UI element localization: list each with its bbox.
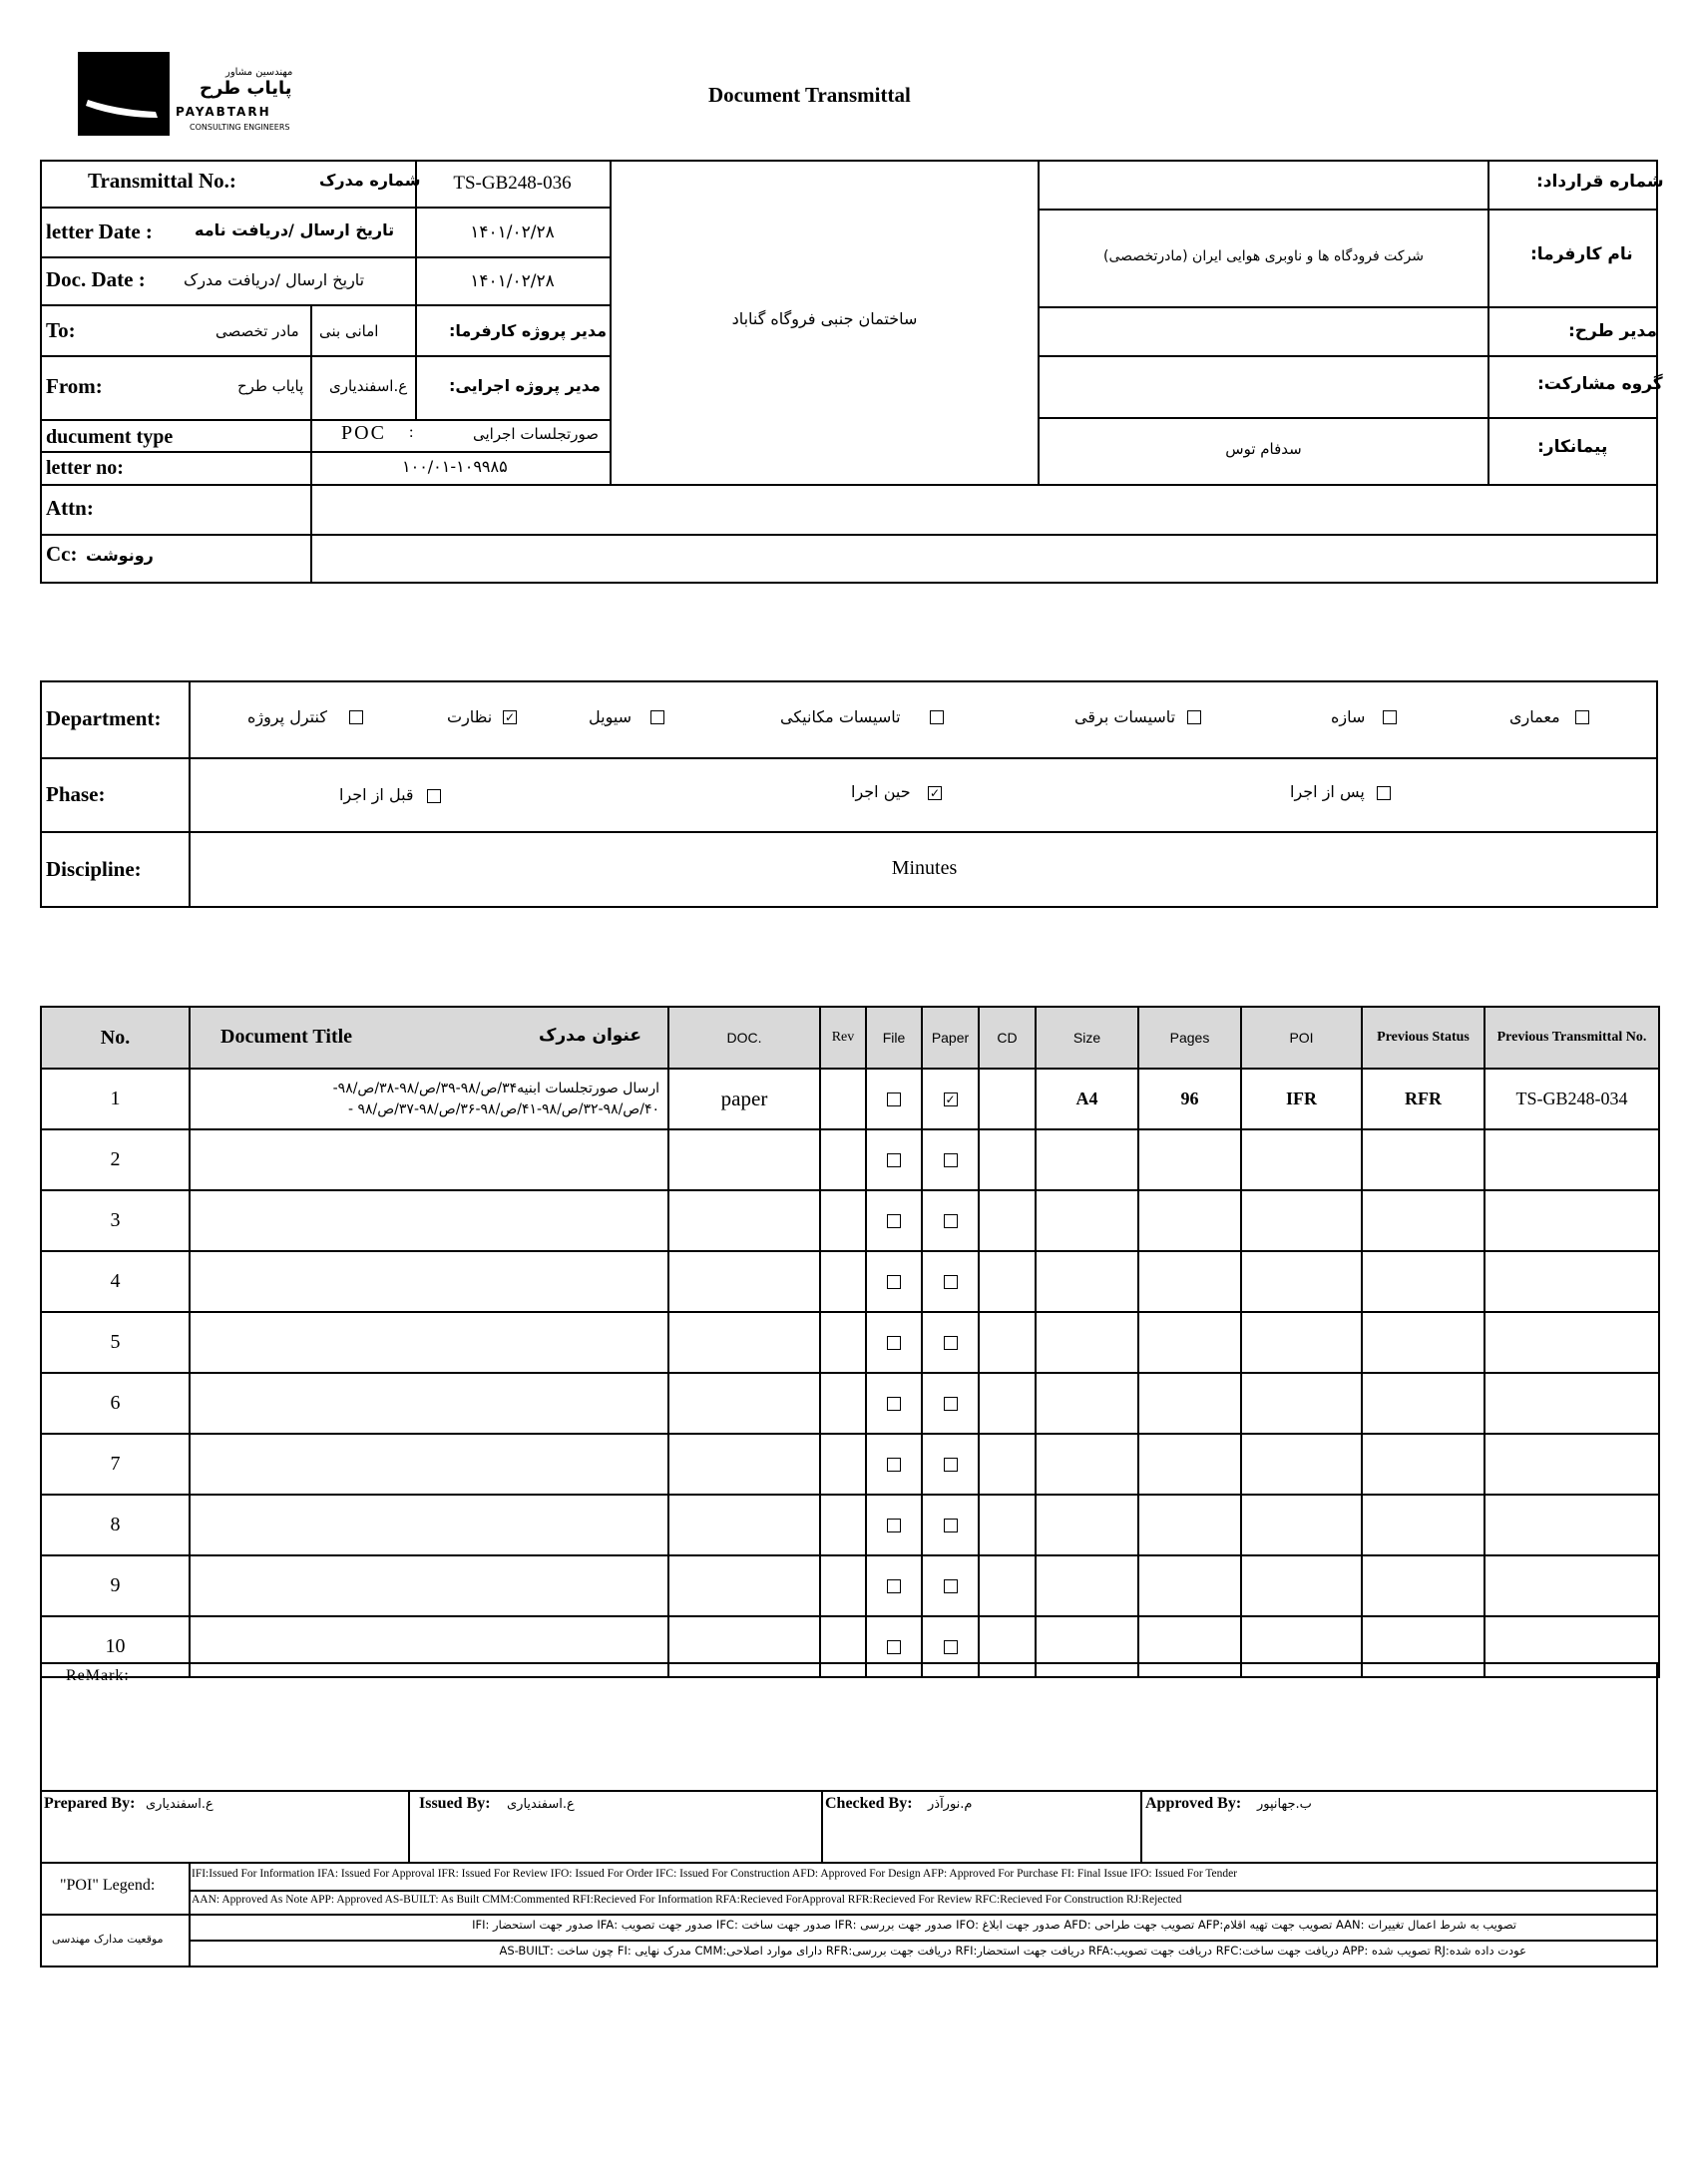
dept-electrical-label: تاسیسات برقی: [1074, 707, 1176, 726]
table-row: [41, 1069, 1659, 1129]
row-prev-transmittal: [1484, 1373, 1659, 1434]
letter-date-fa-label: تاریخ ارسال /دریافت نامه: [195, 220, 395, 239]
dept-supervision-checkbox[interactable]: ✓: [504, 710, 516, 724]
doc-type-colon: :: [409, 424, 414, 441]
row-cd: [979, 1434, 1036, 1495]
row-pages: [1138, 1434, 1241, 1495]
col-no: No.: [41, 1007, 190, 1069]
row-no: 9: [41, 1555, 190, 1616]
logo-mark-icon: [78, 52, 170, 136]
col-pages: Pages: [1138, 1007, 1241, 1069]
file-checkbox[interactable]: [887, 1214, 901, 1228]
from-label: From:: [46, 374, 103, 398]
logo-en-name: PAYABTARH: [176, 105, 271, 119]
paper-checkbox[interactable]: ✓: [945, 1092, 956, 1107]
row-title: [190, 1434, 668, 1495]
row-rev: [820, 1069, 866, 1129]
phase-before-label: قبل از اجرا: [339, 785, 414, 804]
paper-checkbox[interactable]: [944, 1640, 958, 1654]
row-no: 2: [41, 1129, 190, 1190]
row-prev-status: RFR: [1362, 1069, 1484, 1129]
row-title: [190, 1495, 668, 1555]
discipline-value: Minutes: [891, 857, 958, 879]
attn-label: Attn:: [46, 496, 94, 520]
row-paper: [922, 1069, 979, 1129]
company-logo: [78, 52, 307, 142]
cc-label: Cc:: [46, 542, 78, 566]
letter-no-label: letter no:: [46, 457, 124, 479]
row-title: [190, 1312, 668, 1373]
paper-checkbox[interactable]: [944, 1153, 958, 1167]
row-doc: [668, 1495, 820, 1555]
row-file: [866, 1129, 922, 1190]
row-poi: [1241, 1190, 1362, 1251]
row-paper: [922, 1555, 979, 1616]
approved-by-label: Approved By:: [1145, 1795, 1242, 1812]
row-prev-transmittal: [1484, 1190, 1659, 1251]
to-label: To:: [46, 318, 76, 342]
status-legend-line2: عودت داده شده:RJ تصویب شده :APP دریافت جهت ساخت:RFC دریافت جهت تصویب:RFA دریافت جهت استحضار:RFI دریافت جهت بررسی:RFR دارای موارد اصلاحی:CMM مدرک نهایی :FI چون ساخت :AS-BUILT: [499, 1944, 1526, 1958]
contractor-value: سدفام توس: [1225, 440, 1302, 458]
row-cd: [979, 1555, 1036, 1616]
row-pages: [1138, 1190, 1241, 1251]
row-file: [866, 1251, 922, 1312]
row-no: 8: [41, 1495, 190, 1555]
row-file: [866, 1495, 922, 1555]
paper-checkbox[interactable]: [944, 1336, 958, 1350]
col-poi: POI: [1241, 1007, 1362, 1069]
row-cd: [979, 1373, 1036, 1434]
row-size: [1036, 1555, 1138, 1616]
row-prev-status: [1362, 1373, 1484, 1434]
project-name: ساختمان جنبی فروگاه گناباد: [731, 309, 918, 329]
client-pm-label: مدیر پروژه کارفرما:: [449, 321, 608, 340]
checked-by-value: م.نورآذر: [928, 1797, 973, 1812]
row-prev-transmittal: [1484, 1434, 1659, 1495]
row-paper: [922, 1190, 979, 1251]
row-prev-status: [1362, 1312, 1484, 1373]
issued-by-label: Issued By:: [419, 1795, 491, 1812]
row-title: [190, 1129, 668, 1190]
transmittal-no-value: TS-GB248-036: [453, 173, 572, 195]
phase-during-checkbox[interactable]: ✓: [929, 786, 941, 800]
logo-fa-name: پایاب طرح: [200, 78, 292, 99]
dept-architecture-label: معماری: [1509, 707, 1560, 726]
row-prev-status: [1362, 1495, 1484, 1555]
paper-checkbox[interactable]: [944, 1214, 958, 1228]
row-cd: [979, 1312, 1036, 1373]
dept-supervision-label: نظارت: [447, 707, 493, 726]
table-row: [41, 1251, 1659, 1312]
row-paper: [922, 1251, 979, 1312]
row-prev-transmittal: [1484, 1495, 1659, 1555]
poi-legend-line2: AAN: Approved As Note APP: Approved AS-BUILT: As Built CMM:Commented RFI:Recieved For Information RFA:Recieved ForApproval RFR:Recieved For Review RFC:Recieved For Construction RJ:Rejected: [192, 1894, 1182, 1906]
row-size: [1036, 1251, 1138, 1312]
table-row: [41, 1555, 1659, 1616]
dept-civil-label: سیویل: [589, 707, 633, 726]
row-poi: [1241, 1251, 1362, 1312]
row-cd: [979, 1251, 1036, 1312]
row-file: [866, 1069, 922, 1129]
discipline-label: Discipline:: [46, 857, 142, 881]
col-doc: DOC.: [668, 1007, 820, 1069]
row-poi: [1241, 1555, 1362, 1616]
row-rev: [820, 1434, 866, 1495]
row-cd: [979, 1190, 1036, 1251]
issued-by-value: ع.اسفندیاری: [507, 1797, 575, 1812]
phase-after-checkbox[interactable]: [1377, 786, 1391, 800]
row-title: [190, 1251, 668, 1312]
row-prev-status: [1362, 1555, 1484, 1616]
row-poi: [1241, 1129, 1362, 1190]
row-cd: [979, 1129, 1036, 1190]
row-poi: [1241, 1373, 1362, 1434]
row-prev-transmittal: [1484, 1555, 1659, 1616]
table-row: [41, 1495, 1659, 1555]
file-checkbox[interactable]: [887, 1458, 901, 1472]
file-checkbox[interactable]: [887, 1579, 901, 1593]
row-poi: IFR: [1241, 1069, 1362, 1129]
row-rev: [820, 1555, 866, 1616]
design-manager-label: مدیر طرح:: [1568, 321, 1657, 341]
row-cd: [979, 1069, 1036, 1129]
dept-mechanical-checkbox[interactable]: [930, 710, 944, 724]
file-checkbox[interactable]: [887, 1336, 901, 1350]
row-paper: [922, 1495, 979, 1555]
row-doc: [668, 1129, 820, 1190]
row-no: 7: [41, 1434, 190, 1495]
paper-checkbox[interactable]: [944, 1579, 958, 1593]
to-org: مادر تخصصی: [215, 322, 299, 340]
col-document-title-fa: عنوان مدرک: [538, 1026, 641, 1046]
row-no: 4: [41, 1251, 190, 1312]
status-legend-line1: تصویب به شرط اعمال تغییرات :AAN تصویب جهت تهیه اقلام:AFP تصویب جهت طراحی :AFD صدور جهت ابلاغ :IFO صدور جهت بررسی :IFR صدور جهت ساخت :IFC صدور جهت تصویب :IFA صدور جهت استحضار :IFI: [472, 1918, 1516, 1932]
dept-civil-checkbox[interactable]: [650, 710, 664, 724]
row-pages: [1138, 1555, 1241, 1616]
row-rev: [820, 1251, 866, 1312]
dept-structure-checkbox[interactable]: [1383, 710, 1397, 724]
doc-type-code: POC: [341, 422, 386, 444]
from-person: ع.اسفندیاری: [329, 377, 408, 395]
row-file: [866, 1434, 922, 1495]
contractor-label: پیمانکار:: [1537, 437, 1608, 457]
row-prev-transmittal: [1484, 1312, 1659, 1373]
letter-date-label: letter Date :: [46, 219, 153, 243]
row-pages: 96: [1138, 1069, 1241, 1129]
phase-label: Phase:: [46, 782, 106, 806]
dept-project-control-label: کنترل پروژه: [247, 707, 327, 726]
row-file: [866, 1312, 922, 1373]
paper-checkbox[interactable]: [944, 1458, 958, 1472]
row-size: [1036, 1129, 1138, 1190]
doc-type-label: ducument type: [46, 426, 174, 448]
engineering-status-label: موقعیت مدارک مهندسی: [52, 1933, 164, 1946]
paper-checkbox[interactable]: [944, 1275, 958, 1289]
exec-pm-label: مدیر پروژه اجرایی:: [449, 376, 601, 395]
row-doc: [668, 1251, 820, 1312]
row-doc: [668, 1312, 820, 1373]
col-prev-transmittal: Previous Transmittal No.: [1484, 1007, 1659, 1069]
row-size: [1036, 1373, 1138, 1434]
row-size: [1036, 1434, 1138, 1495]
row-cd: [979, 1495, 1036, 1555]
from-org: پایاب طرح: [237, 377, 304, 395]
row-pages: [1138, 1312, 1241, 1373]
paper-checkbox[interactable]: [944, 1519, 958, 1532]
row-doc: [668, 1190, 820, 1251]
doc-date-value: ۱۴۰۱/۰۲/۲۸: [470, 270, 555, 291]
dept-electrical-checkbox[interactable]: [1187, 710, 1201, 724]
row-title: [190, 1555, 668, 1616]
table-row: [41, 1373, 1659, 1434]
row-size: [1036, 1312, 1138, 1373]
transmittal-no-fa-label: شماره مدرک: [319, 171, 421, 190]
row-doc: [668, 1434, 820, 1495]
dept-project-control-checkbox[interactable]: [349, 710, 363, 724]
phase-before-checkbox[interactable]: [427, 789, 441, 803]
row-file: [866, 1555, 922, 1616]
row-poi: [1241, 1434, 1362, 1495]
paper-checkbox[interactable]: [944, 1397, 958, 1411]
contract-no-label: شماره قرارداد:: [1536, 172, 1664, 192]
row-prev-status: [1362, 1434, 1484, 1495]
doc-type-value: صورتجلسات اجرایی: [473, 425, 599, 443]
logo-fa-small: مهندسین مشاور: [225, 67, 293, 78]
table-row: [41, 1190, 1659, 1251]
doc-date-fa-label: تاریخ ارسال /دریافت مدرک: [184, 270, 365, 289]
file-checkbox[interactable]: [887, 1275, 901, 1289]
row-size: A4: [1036, 1069, 1138, 1129]
col-document-title: [190, 1007, 668, 1069]
row-prev-status: [1362, 1190, 1484, 1251]
page-title: Document Transmittal: [708, 83, 911, 107]
row-size: [1036, 1495, 1138, 1555]
approved-by-value: ب.جهانپور: [1257, 1797, 1312, 1812]
row-rev: [820, 1129, 866, 1190]
remark-label: ReMark:: [66, 1667, 130, 1684]
checked-by-label: Checked By:: [825, 1795, 913, 1812]
logo-en-sub: CONSULTING ENGINEERS: [190, 123, 290, 132]
phase-after-label: پس از اجرا: [1290, 782, 1365, 801]
row-prev-status: [1362, 1129, 1484, 1190]
col-size: Size: [1036, 1007, 1138, 1069]
cc-fa-label: رونوشت: [86, 546, 154, 565]
row-no: 1: [41, 1069, 190, 1129]
table-row: [41, 1129, 1659, 1190]
file-checkbox[interactable]: [887, 1153, 901, 1167]
col-prev-status: Previous Status: [1362, 1007, 1484, 1069]
documents-table: [40, 1006, 1660, 1678]
dept-architecture-checkbox[interactable]: [1575, 710, 1589, 724]
row-rev: [820, 1495, 866, 1555]
table-row: [41, 1434, 1659, 1495]
row-rev: [820, 1312, 866, 1373]
row-pages: [1138, 1373, 1241, 1434]
row-file: [866, 1373, 922, 1434]
row-title: [190, 1190, 668, 1251]
col-rev: Rev: [820, 1007, 866, 1069]
dept-mechanical-label: تاسیسات مکانیکی: [780, 707, 901, 726]
row-pages: [1138, 1251, 1241, 1312]
doc-date-label: Doc. Date :: [46, 267, 146, 291]
file-checkbox[interactable]: [887, 1092, 901, 1106]
file-checkbox[interactable]: [887, 1640, 901, 1654]
row-doc: [668, 1373, 820, 1434]
table-row: [41, 1312, 1659, 1373]
row-poi: [1241, 1312, 1362, 1373]
row-prev-transmittal: [1484, 1251, 1659, 1312]
client-value: شرکت فرودگاه ها و ناوبری هوایی ایران (مادرتخصصی): [1103, 247, 1424, 264]
row-no: 6: [41, 1373, 190, 1434]
col-document-title-en: Document Title: [220, 1026, 353, 1048]
row-prev-transmittal: [1484, 1129, 1659, 1190]
row-size: [1036, 1190, 1138, 1251]
row-no: 3: [41, 1190, 190, 1251]
phase-during-label: حین اجرا: [851, 782, 911, 801]
row-title-line2: ۴۰/ص/۹۸-۳۲/ص/۹۸-۴۱/ص/۹۸-۳۶/ص/۹۸-۳۷/ص/۹۸ -: [347, 1100, 659, 1117]
file-checkbox[interactable]: [887, 1519, 901, 1532]
row-paper: [922, 1434, 979, 1495]
row-doc: paper: [668, 1069, 820, 1129]
row-no: 5: [41, 1312, 190, 1373]
col-file: File: [866, 1007, 922, 1069]
row-paper: [922, 1312, 979, 1373]
row-prev-status: [1362, 1251, 1484, 1312]
col-paper: Paper: [922, 1007, 979, 1069]
department-label: Department:: [46, 706, 162, 730]
row-file: [866, 1190, 922, 1251]
prepared-by-label: Prepared By:: [44, 1795, 136, 1812]
row-prev-transmittal: TS-GB248-034: [1484, 1069, 1659, 1129]
dept-structure-label: سازه: [1331, 707, 1366, 726]
poi-legend-label: "POI" Legend:: [60, 1877, 156, 1894]
transmittal-no-label: Transmittal No.:: [88, 169, 236, 193]
to-person: امانی بنی: [319, 322, 379, 340]
row-rev: [820, 1190, 866, 1251]
poi-legend-line1: IFI:Issued For Information IFA: Issued For Approval IFR: Issued For Review IFO: Issued For Order IFC: Issued For Construction AFD: Approved For Design AFP: Approved For Purchase FI: Final Issue IFO: Issued For Tender: [192, 1868, 1238, 1880]
letter-no-value: ۱۰۰/۰۱-۱۰۹۹۸۵: [402, 457, 508, 476]
row-poi: [1241, 1495, 1362, 1555]
file-checkbox[interactable]: [887, 1397, 901, 1411]
row-paper: [922, 1373, 979, 1434]
row-no: 10: [41, 1616, 190, 1677]
row-paper: [922, 1129, 979, 1190]
row-rev: [820, 1373, 866, 1434]
row-title: [190, 1373, 668, 1434]
row-title-line1: ارسال صورتجلسات ابنیه۳۴/ص/۹۸-۳۹/ص/۹۸-۳۸/ص/۹۸-: [332, 1081, 659, 1097]
row-pages: [1138, 1495, 1241, 1555]
prepared-by-value: ع.اسفندیاری: [146, 1797, 213, 1812]
client-label: نام کارفرما:: [1530, 244, 1633, 264]
partnership-label: گروه مشارکت:: [1537, 374, 1663, 394]
col-cd: CD: [979, 1007, 1036, 1069]
row-title: [190, 1069, 668, 1129]
row-pages: [1138, 1129, 1241, 1190]
letter-date-value: ۱۴۰۱/۰۲/۲۸: [470, 221, 555, 242]
row-doc: [668, 1555, 820, 1616]
